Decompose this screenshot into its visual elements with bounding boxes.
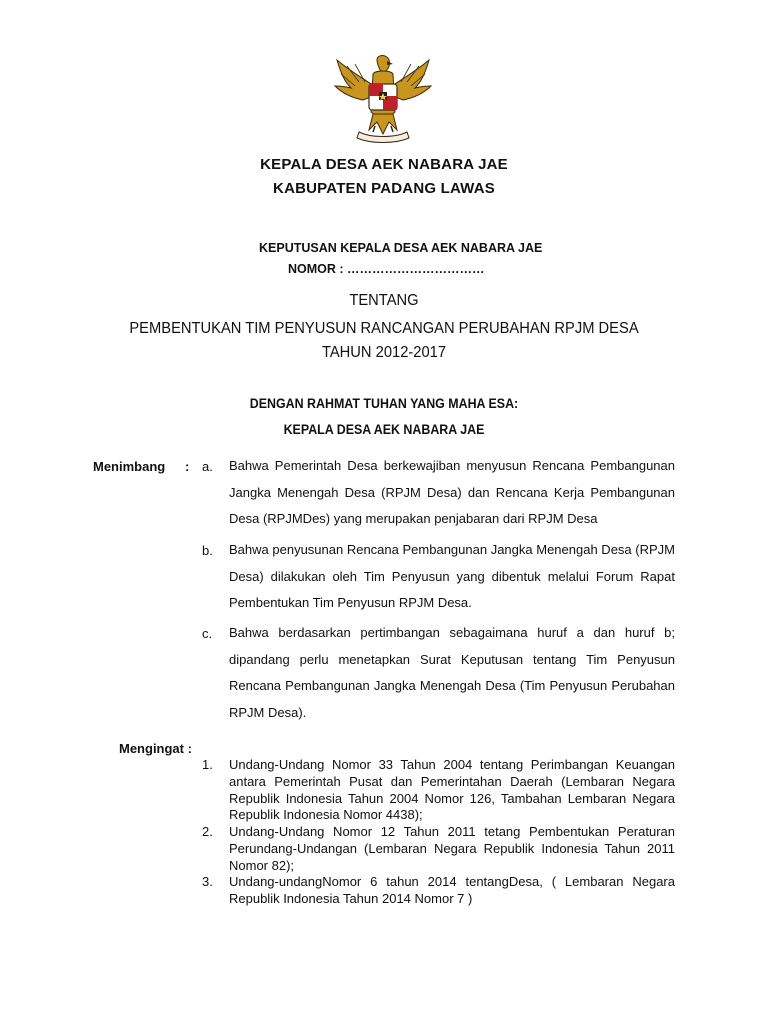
subject-line-2: TAHUN 2012-2017 — [321, 344, 447, 361]
mengingat-marker-3: 3. — [202, 874, 213, 889]
mengingat-marker-2: 2. — [202, 824, 213, 839]
menimbang-label: Menimbang — [93, 459, 166, 474]
mengingat-label: Mengingat : — [119, 741, 192, 756]
menimbang-clause-a: Bahwa Pemerintah Desa berkewajiban menyusun Rencana Pembangunan Jangka Menengah Desa (RPJM Desa) dan Rencana Kerja Pembangunan Desa (RPJMDes) yang merupakan penjabaran dari RPJM Desa — [229, 458, 675, 526]
menimbang-marker-a: a. — [202, 459, 213, 474]
garuda-emblem-icon — [329, 52, 437, 144]
subject-line-1: PEMBENTUKAN TIM PENYUSUN RANCANGAN PERUBAHAN RPJM DESA — [129, 320, 639, 337]
preamble-line-1: DENGAN RAHMAT TUHAN YANG MAHA ESA: — [249, 396, 519, 411]
menimbang-marker-b: b. — [202, 543, 213, 558]
decree-number: NOMOR : …………………………… — [288, 262, 485, 276]
header-line-2: KABUPATEN PADANG LAWAS — [273, 180, 495, 197]
menimbang-clause-c: Bahwa berdasarkan pertimbangan sebagaimana huruf a dan huruf b; dipandang perlu menetapkan Surat Keputusan tentang Tim Penyusun Rencana Pembangunan Jangka Menengah Desa (Tim Penyusun Perubahan RPJM Desa). — [229, 625, 675, 720]
menimbang-colon: : — [185, 459, 190, 474]
subject-label: TENTANG — [349, 292, 419, 309]
decree-title: KEPUTUSAN KEPALA DESA AEK NABARA JAE — [259, 241, 543, 255]
header-line-1: KEPALA DESA AEK NABARA JAE — [260, 156, 508, 173]
mengingat-marker-1: 1. — [202, 757, 213, 772]
menimbang-marker-c: c. — [202, 626, 213, 641]
preamble-line-2: KEPALA DESA AEK NABARA JAE — [283, 422, 485, 437]
mengingat-item-3: Undang-undangNomor 6 tahun 2014 tentangDesa, ( Lembaran Negara Republik Indonesia Tahun 2014 Nomor 7 ) — [229, 874, 675, 906]
menimbang-clause-b: Bahwa penyusunan Rencana Pembangunan Jangka Menengah Desa (RPJM Desa) dilakukan oleh Tim Penyusun yang dibentuk melalui Forum Rapat Pembentukan Tim Penyusun RPJM Desa. — [229, 542, 675, 610]
mengingat-item-1: Undang-Undang Nomor 33 Tahun 2004 tentang Perimbangan Keuangan antara Pemerintah Pusat dan Pemerintahan Daerah (Lembaran Negara Republik Indonesia Tahun 2004 Nomor 126, Tambahan Lembaran Negara Republik Indonesia Nomor 4438); — [229, 757, 675, 823]
mengingat-item-2: Undang-Undang Nomor 12 Tahun 2011 tetang Pembentukan Peraturan Perundang-Undangan (Lembaran Negara Republik Indonesia Tahun 2011 Nomor 82); — [229, 824, 675, 873]
